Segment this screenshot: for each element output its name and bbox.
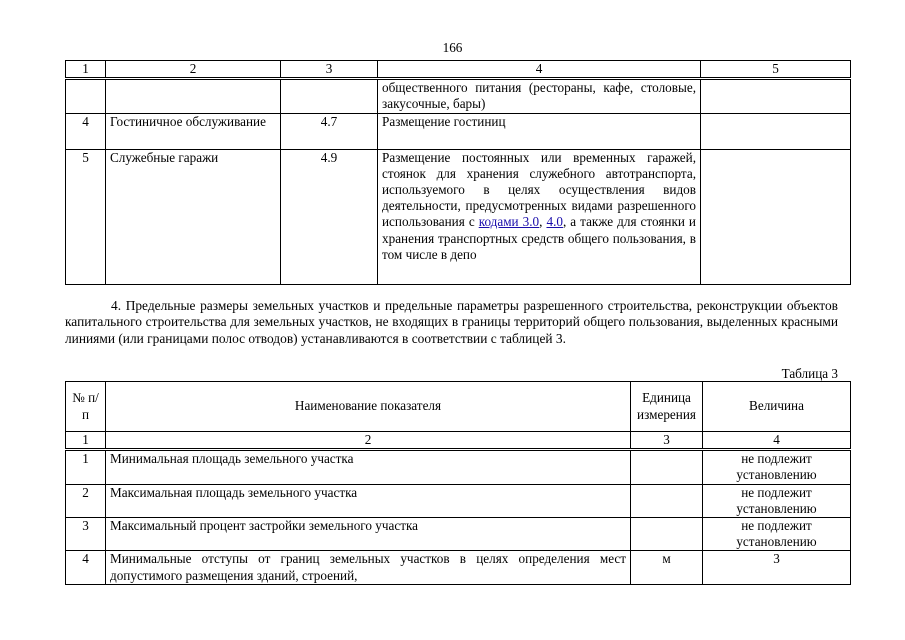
cell-empty [106, 79, 281, 113]
header-value: Величина [703, 382, 851, 432]
cell-row-number: 5 [66, 149, 106, 284]
table-caption: Таблица 3 [781, 366, 838, 381]
cell-value: 3 [703, 551, 851, 584]
code-link-4-0[interactable]: 4.0 [546, 214, 563, 230]
cell-value: не подлежит установлению [703, 484, 851, 517]
col-number: 1 [66, 432, 106, 450]
col-number: 5 [701, 61, 851, 79]
paragraph-item-4: 4. Предельные размеры земельных участков и предельные параметры разрешенного строительства, реконструкции объектов капитального строительства для земельных участков, не входящих в границы территорий общего пользования, выделенных красными линиями (или границами полос отводов) устанавливаются в соответствии с таблицей 3. [65, 298, 838, 346]
cell-row-number: 2 [66, 484, 106, 517]
table-header-row [66, 61, 851, 79]
cell-indicator: Максимальный процент застройки земельного участка [106, 518, 631, 551]
desc-separator: , [539, 214, 547, 230]
cell-value: не подлежит установлению [703, 518, 851, 551]
table-row [66, 450, 851, 484]
cell-indicator: Минимальные отступы от границ земельных участков в целях определения мест допустимого размещения зданий, строений, [106, 551, 631, 584]
table-row [66, 113, 851, 149]
table-row [66, 149, 851, 284]
table-row [66, 518, 851, 551]
cell-unit: м [631, 551, 703, 584]
land-use-table [65, 60, 851, 285]
cell-empty [281, 79, 378, 113]
cell-value: не подлежит установлению [703, 450, 851, 484]
header-indicator-name: Наименование показателя [106, 382, 631, 432]
cell-use-type: Гостиничное обслуживание [106, 113, 281, 149]
col-number: 4 [378, 61, 701, 79]
col-number: 4 [703, 432, 851, 450]
desc-text: Размещение постоянных или временных гаражей, стоянок для хранения служебного автотранспорта, используемого в целях осуществления видов деятельности, предусмотренных видами разрешенного использования с [382, 149, 696, 230]
table-header-row [66, 382, 851, 432]
header-unit: Единица измерения [631, 382, 703, 432]
col-number: 2 [106, 432, 631, 450]
cell-row-number: 3 [66, 518, 106, 551]
cell-description: Размещение гостиниц [378, 113, 701, 149]
codes-link-3-0[interactable]: кодами 3.0 [478, 214, 540, 230]
cell-code: 4.7 [281, 113, 378, 149]
col-number: 1 [66, 61, 106, 79]
cell-use-type: Служебные гаражи [106, 149, 281, 284]
cell-unit [631, 450, 703, 484]
cell-description [378, 149, 701, 284]
col-number: 3 [281, 61, 378, 79]
table-row [66, 79, 851, 113]
cell-unit [631, 484, 703, 517]
cell-row-number: 1 [66, 450, 106, 484]
desc-text: , а также для стоянки и хранения транспортных средств общего пользования, в том числе в депо [382, 214, 696, 262]
cell-empty [66, 79, 106, 113]
cell-description: общественного питания (рестораны, кафе, столовые, закусочные, бары) [378, 79, 701, 113]
cell-code: 4.9 [281, 149, 378, 284]
table-row [66, 551, 851, 584]
column-numbers-row [66, 432, 851, 450]
cell-indicator: Минимальная площадь земельного участка [106, 450, 631, 484]
cell-unit [631, 518, 703, 551]
cell-indicator: Максимальная площадь земельного участка [106, 484, 631, 517]
col-number: 2 [106, 61, 281, 79]
cell-empty [701, 79, 851, 113]
page-number: 166 [442, 40, 463, 55]
parameters-table [65, 381, 851, 585]
header-number: № п/п [66, 382, 106, 432]
table-row [66, 484, 851, 517]
cell-empty [701, 113, 851, 149]
cell-empty [701, 149, 851, 284]
cell-row-number: 4 [66, 113, 106, 149]
cell-row-number: 4 [66, 551, 106, 584]
col-number: 3 [631, 432, 703, 450]
